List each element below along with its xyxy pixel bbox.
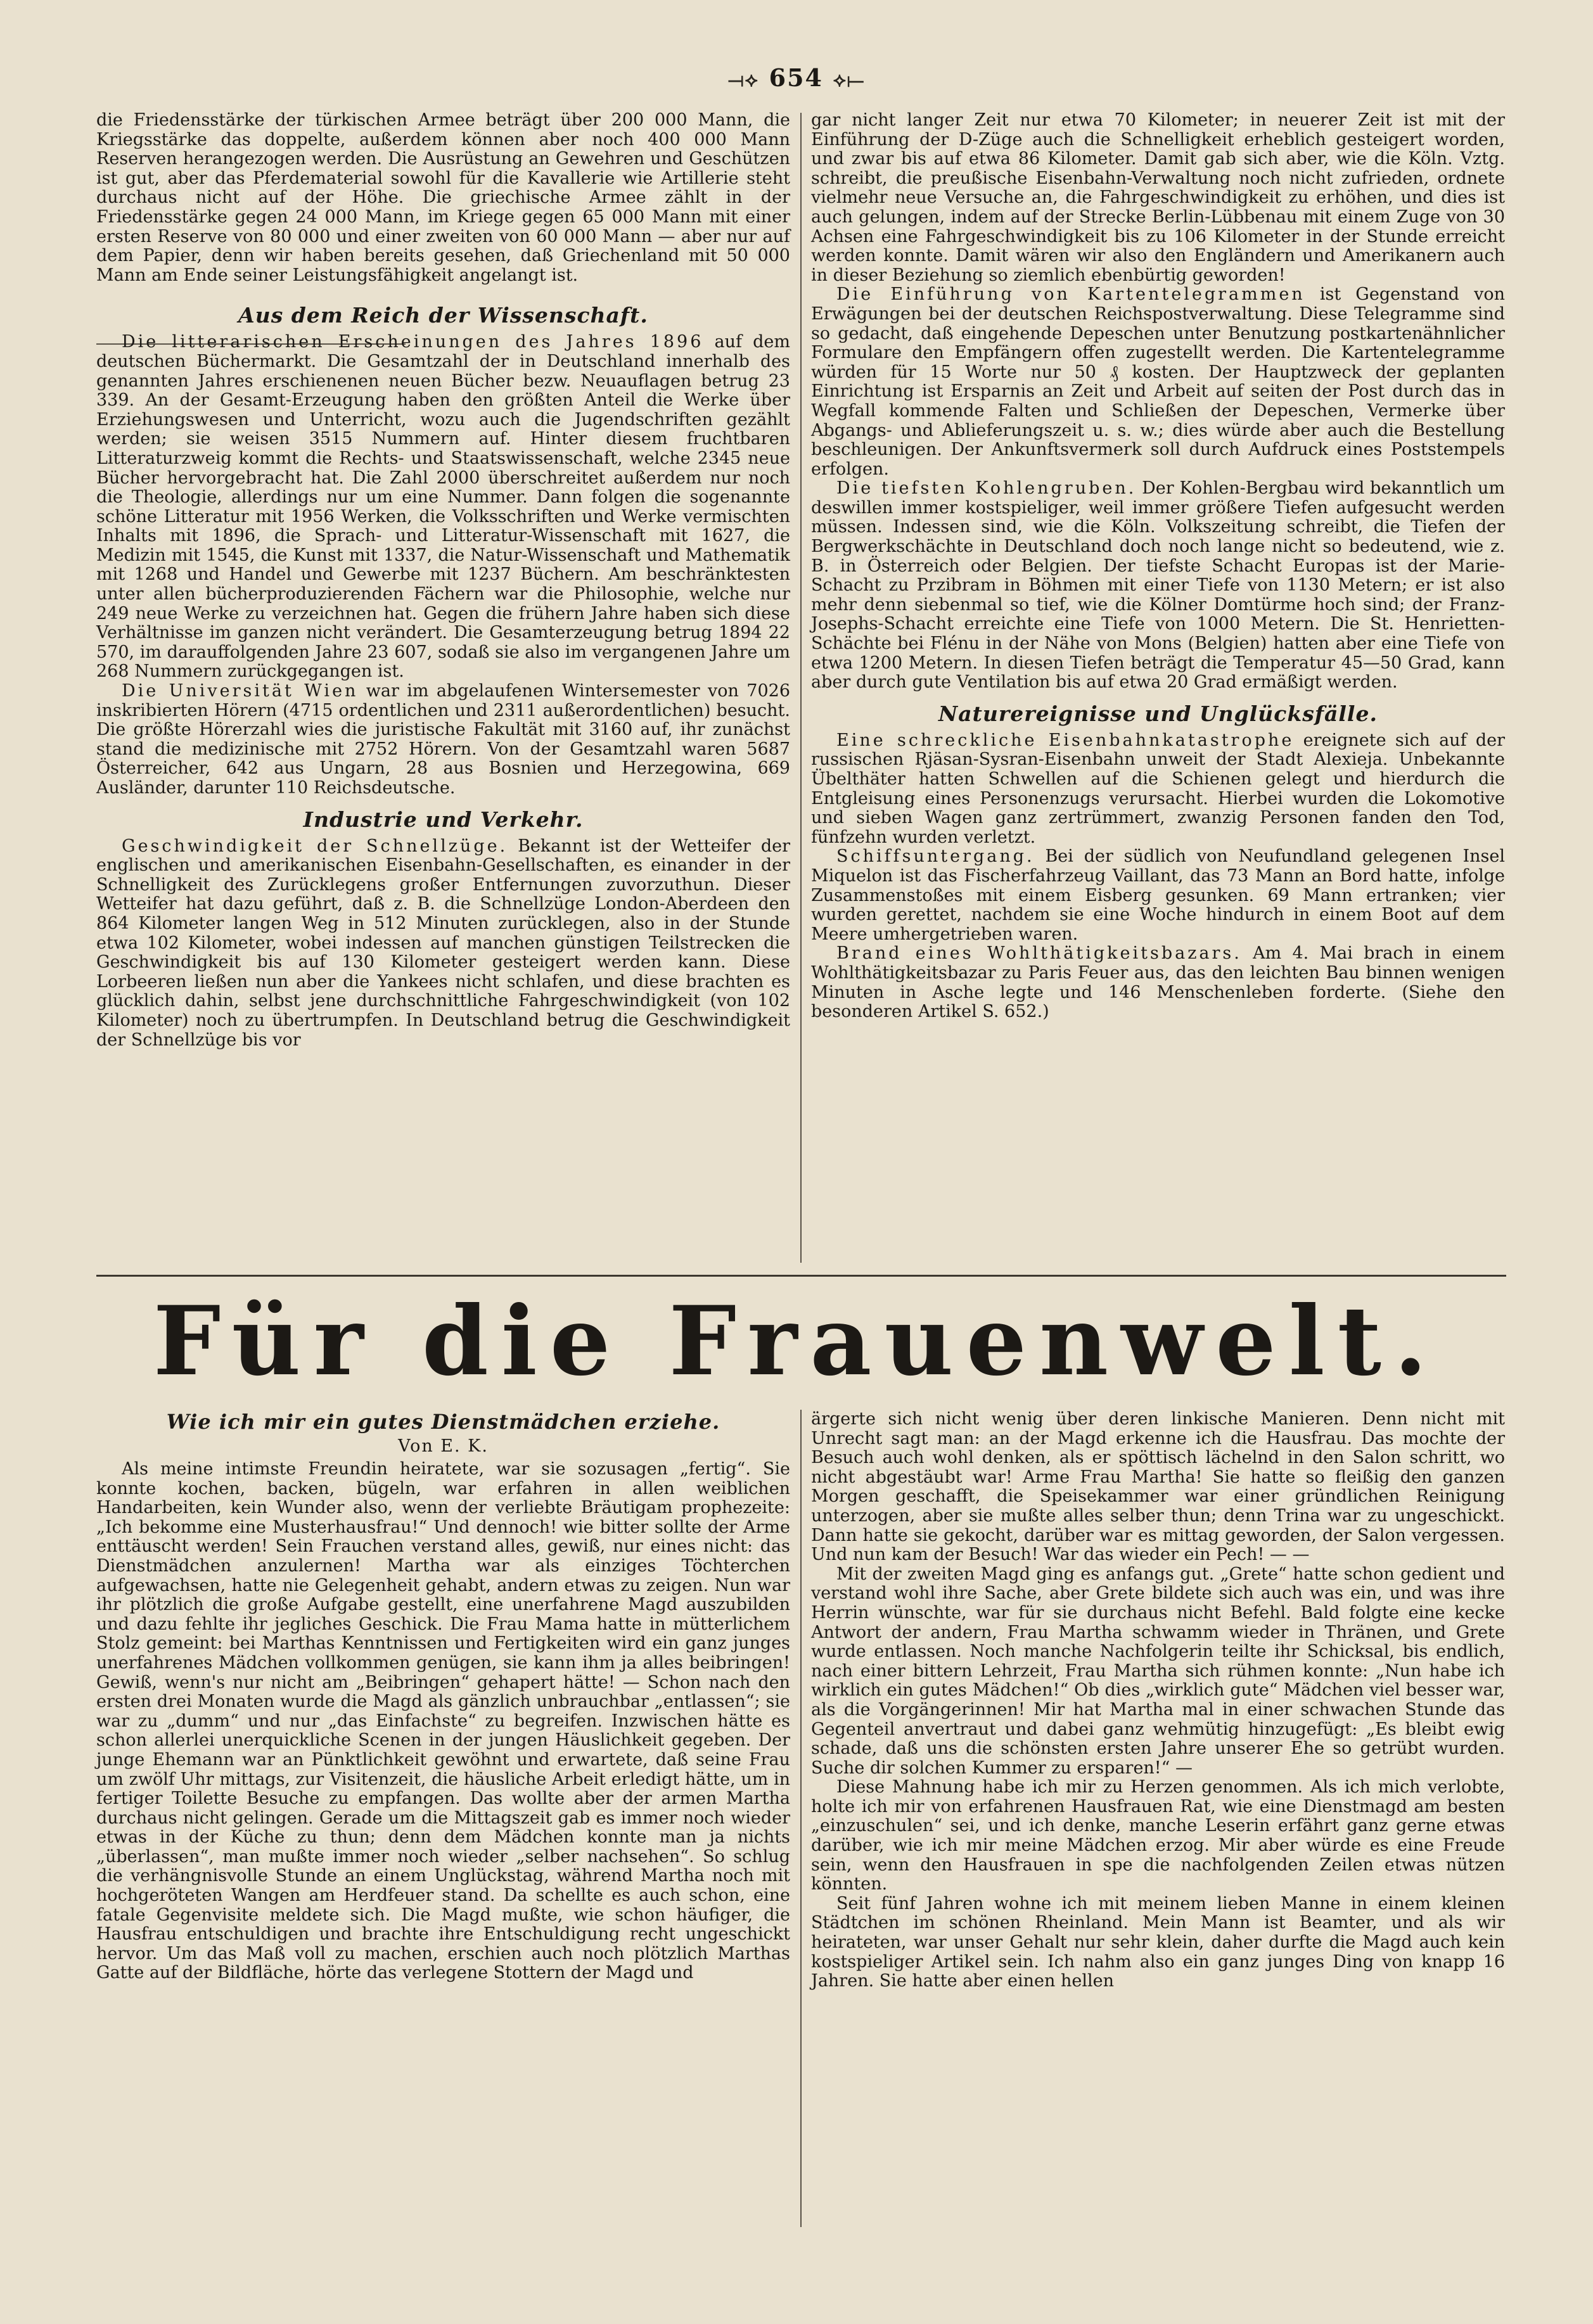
article-paragraph [811, 479, 1505, 693]
article-body: war im abgelaufenen Wintersemester von 7026 inskribierten Hörern (4715 ordentlichen und 2311 außerordentlichen) besucht. Die größte Hörerzahl wies die juristische Fakultät mit 3160 auf, ihr zunächst stand die medizinische mit 2752 Hörern. Von der Gesamtzahl waren 5687 Österreicher, 642 aus Ungarn, 28 aus Bosnien und Herzegowina, 669 Ausländer, darunter 110 Reichsdeutsche. [96, 681, 790, 798]
page-number-text: 654 [769, 63, 823, 92]
article-byline: Von E. K. [398, 1436, 489, 1456]
article-paragraph: Diese Mahnung habe ich mir zu Herzen genommen. Als ich mich verlobte, holte ich mir von erfahrenen Hausfrauen Rat, wie eine Dienstmagd am besten „einzuschulen“ sei, und ich denke, manche Leserin erfährt ganz gerne etwas darüber, wie ich mir meine Mädchen erzog. Mir aber würde es eine Freude sein, wenn den Hausfrauen in spe die nachfolgenden Zeilen etwas nützen könnten. [811, 1777, 1505, 1894]
article-lead: Die tiefsten Kohlengruben. [836, 478, 1137, 499]
column-divider-bottom [800, 1410, 802, 2227]
article-paragraph: Als meine intimste Freundin heiratete, war sie sozusagen „fertig“. Sie konnte kochen, backen, bügeln, war erfahren in allen weiblichen Handarbeiten, kein Wunder also, wenn der verliebte Bräutigam prophezeite: „Ich bekomme eine Musterhausfrau!“ Und dennoch! wie bitter sollte der Arme enttäuscht werden! Sein Frauchen verstand alles, gewiß, nur eines nicht: das Dienstmädchen anzulernen! Martha war als einziges Töchterchen aufgewachsen, hatte nie Gelegenheit gehabt, andern etwas zu zeigen. Nun war ihr plötzlich die große Aufgabe gestellt, eine unerfahrene Magd auszubilden und dazu fehlte ihr jegliches Geschick. Die Frau Mama hatte in mütterlichem Stolz gemeint: bei Marthas Kenntnissen und Fertigkeiten wird ein ganz junges unerfahrenes Mädchen vollkommen genügen, sie kann ihm ja alles beibringen! Gewiß, wenn's nur nicht am „Beibringen“ gehapert hätte! — Schon nach den ersten drei Monaten wurde die Magd als gänzlich unbrauchbar „entlassen“; sie war zu „dumm“ und nur „das Einfachste“ zu begreifen. Inzwischen hätte es schon allerlei unerquickliche Scenen in der jungen Häuslichkeit gegeben. Der junge Ehemann war an Pünktlichkeit gewöhnt und erwartete, daß seine Frau um zwölf Uhr mittags, zur Visitenzeit, die häusliche Arbeit erledigt hätte, um in fertiger Toilette Besuche zu empfangen. Das wollte aber der armen Martha durchaus nicht gelingen. Gerade um die Mittagszeit gab es immer noch wieder etwas in der Küche zu thun; denn dem Mädchen konnte man ja nichts „überlassen“, man mußte immer noch wieder „selber nachsehen“. So schlug die verhängnisvolle Stunde an einem Unglückstag, während Martha noch mit hochgeröteten Wangen am Herdfeuer stand. Da schellte es auch schon, eine fatale Gegenvisite meldete sich. Die Magd mußte, wie schon häufiger, die Hausfrau entschuldigen und brachte ihre Entschuldigung recht ungeschickt hervor. Um das Maß voll zu machen, erschien auch noch plötzlich Marthas Gatte auf der Bildfläche, hörte das verlegene Stottern der Magd und [96, 1459, 790, 1983]
right-column-top [811, 111, 1505, 1261]
article-paragraph: Seit fünf Jahren wohne ich mit meinem lieben Manne in einem kleinen Städtchen im schönen Rheinland. Mein Mann ist Beamter, und als wir heirateten, war unser Gehalt nur sehr klein, daher durfte die Magd auch kein kostspieliger Artikel sein. Ich nahm also ein ganz junges Ding von knapp 16 Jahren. Sie hatte aber einen hellen [811, 1893, 1505, 1991]
article-paragraph: gar nicht langer Zeit nur etwa 70 Kilometer; in neuerer Zeit ist mit der Einführung der D-Züge auch die Schnelligkeit erheblich gesteigert worden, und zwar bis auf etwa 86 Kilometer. Damit gab sich aber, wie die Köln. Vztg. schreibt, die preußische Eisenbahn-Verwaltung noch nicht zufrieden, ordnete vielmehr neue Versuche an, die Fahrgeschwindigkeit zu erhöhen, und dies ist auch gelungen, indem auf der Strecke Berlin-Lübbenau mit einem Zuge von 30 Achsen eine Fahrgeschwindigkeit bis zu 106 Kilometer in der Stunde erreicht werden konnte. Damit wären wir also den Engländern und Amerikanern auch in dieser Beziehung so ziemlich ebenbürtig geworden! [811, 110, 1505, 285]
article-body: ereignete sich auf der russischen Rjäsan-Sysran-Eisenbahn unweit der Stadt Alexieja. Unbekannte Übelthäter hatten Schwellen auf die Schienen gelegt und hierdurch die Entgleisung eines Personenzugs verursacht. Hierbei wurden die Lokomotive und sieben Wagen ganz zertrümmert, zwanzig Personen fanden den Tod, fünfzehn wurden verletzt. [811, 730, 1505, 847]
banner-top-rule [96, 1275, 1506, 1277]
article-paragraph [96, 333, 790, 682]
section-heading-wissenschaft: Aus dem Reich der Wissenschaft. [238, 303, 648, 328]
article-paragraph [96, 682, 790, 798]
article-paragraph [811, 731, 1505, 848]
page-number [0, 63, 1593, 92]
article-body: Am 4. Mai brach in einem Wohlthätigkeitsbazar zu Paris Feuer aus, das den leichten Bau binnen wenigen Minuten in Asche legte und 146 Menschenleben forderte. (Siehe den besonderen Artikel S. 652.) [811, 943, 1505, 1022]
section-heading-industrie: Industrie und Verkehr. [303, 807, 584, 832]
article-lead: Brand eines Wohlthätigkeitsbazars. [836, 943, 1242, 964]
article-paragraph: ärgerte sich nicht wenig über deren linkische Manieren. Denn nicht mit Unrecht sagt man: an der Magd erkenne ich die Hausfrau. Das mochte der Besuch auch wohl denken, als er spöttisch lächelnd in den Salon schritt, wo nicht abgestäubt war! Arme Frau Martha! Sie hatte so fleißig den ganzen Morgen geschafft, die Speisekammer war einer gründlichen Reinigung unterzogen, aber sie mußte alles selber thun; denn Trina war zu ungeschickt. Dann hatte sie gekocht, darüber war es mittag geworden, der Salon vergessen. Und nun kam der Besuch! War das wieder ein Pech! — — [811, 1409, 1505, 1565]
section-banner: Für die Frauenwelt. [153, 1286, 1440, 1397]
article-body: ist Gegenstand von Erwägungen bei der deutschen Reichspostverwaltung. Diese Telegramme sind so gedacht, daß eingehende Depeschen unter Benutzung postkartenähnlicher Formulare den Empfängern offen zugestellt werden. Die Kartentelegramme würden für 15 Worte nur 50 ₰ kosten. Der Hauptzweck der geplanten Einrichtung ist Ersparnis an Zeit und Arbeit auf seiten der Post durch das in Wegfall kommende Falten und Schließen der Depeschen, Vermerke über Abgangs- und Ablieferungszeit u. s. w.; dies würde aber auch die Bestellung beschleunigen. Der Ankunftsvermerk soll durch Aufdruck eines Poststempels erfolgen. [811, 284, 1505, 479]
article-paragraph [811, 847, 1505, 944]
right-column-bottom [811, 1410, 1505, 2227]
article-paragraph: die Friedensstärke der türkischen Armee beträgt über 200 000 Mann, die Kriegsstärke das doppelte, außerdem können aber noch 400 000 Mann Reserven herangezogen werden. Die Ausrüstung an Gewehren und Geschützen ist gut, aber das Pferdematerial sowohl für die Kavallerie wie Artillerie steht durchaus nicht auf der Höhe. Die griechische Armee zählt in der Friedensstärke gegen 24 000 Mann, im Kriege gegen 65 000 Mann mit einer ersten Reserve von 80 000 und einer zweiten von 60 000 Mann — aber nur auf dem Papier, denn wir haben bereits gesehen, daß Griechenland mit 50 000 Mann am Ende seiner Leistungsfähigkeit angelangt ist. [96, 110, 790, 285]
right-ornament-icon: ⟡⟝ [833, 69, 866, 91]
article-body: Bei der südlich von Neufundland gelegenen Insel Miquelon ist das Fischerfahrzeug Vaillant, das 73 Mann an Bord hatte, infolge Zusammenstoßes mit einem Eisberg gesunken. 69 Mann ertranken; vier wurden gerettet, nachdem sie eine Woche hindurch in einem Boot auf dem Meere umhergetrieben waren. [811, 846, 1505, 944]
article-lead: Schiffsuntergang. [836, 846, 1035, 867]
column-divider-top [800, 113, 802, 1263]
article-title: Wie ich mir ein gutes Dienstmädchen erziehe. [166, 1410, 720, 1434]
article-lead: Geschwindigkeit der Schnellzüge. [122, 836, 508, 856]
left-ornament-icon: ⟞⟡ [727, 69, 759, 91]
article-paragraph [811, 285, 1505, 479]
left-column-bottom [96, 1410, 790, 2227]
article-body: auf dem deutschen Büchermarkt. Die Gesamtzahl der in Deutschland innerhalb des genannten Jahres erschienenen neuen Bücher bezw. Neuauflagen betrug 23 339. An der Gesamt-Erzeugung haben den größten Anteil die Werke über Erziehungswesen und Unterricht, wozu auch die Jugendschriften gezählt werden; sie weisen 3515 Nummern auf. Hinter diesem fruchtbaren Litteraturzweig kommt die Rechts- und Staatswissenschaft, welche 2345 neue Bücher hervorgebracht hat. Die Zahl 2000 überschreitet außerdem nur noch die Theologie, allerdings nur um eine Nummer. Dann folgen die sogenannte schöne Litteratur mit 1956 Werken, die Volksschriften und Werke vermischten Inhalts mit 1896, die Sprach- und Litteratur-Wissenschaft mit 1627, die Medizin mit 1545, die Kunst mit 1337, die Natur-Wissenschaft und Mathematik mit 1268 und Handel und Gewerbe mit 1237 Büchern. Am beschränktesten unter allen bücherproduzierenden Fächern war die Philosophie, welche nur 249 neue Werke zu verzeichnen hat. Gegen die frühern Jahre haben sich diese Verhältnisse im ganzen nicht verändert. Die Gesamterzeugung betrug 1894 22 570, im darauffolgenden Jahre 23 607, sodaß sie also im vergangenen Jahre um 268 Nummern zurückgegangen ist. [96, 332, 790, 682]
article-lead: Die Universität Wien [122, 681, 359, 701]
left-column-top [96, 111, 790, 1261]
article-paragraph [811, 944, 1505, 1021]
article-body: Bekannt ist der Wetteifer der englischen und amerikanischen Eisenbahn-Gesellschaften, es einander in der Schnelligkeit des Zurücklegens großer Entfernungen zuvorzuthun. Dieser Wetteifer hat dazu geführt, daß z. B. die Schnellzüge London-Aberdeen den 864 Kilometer langen Weg in 512 Minuten zurücklegen, also in der Stunde etwa 102 Kilometer, wobei indessen auf manchen günstigen Teilstrecken die Geschwindigkeit bis auf 130 Kilometer gesteigert werden kann. Diese Lorbeeren ließen nun aber die Yankees nicht schlafen, und diese brachten es glücklich dahin, selbst jene durchschnittliche Fahrgeschwindigkeit (von 102 Kilometer) noch zu übertrumpfen. In Deutschland betrug die Geschwindigkeit der Schnellzüge bis vor [96, 836, 791, 1050]
article-body: Der Kohlen-Bergbau wird bekanntlich um deswillen immer kostspieliger, weil immer größere Tiefen aufgesucht werden müssen. Indessen sind, wie die Köln. Volkszeitung schreibt, die Tiefen der Bergwerkschächte in Deutschland doch noch lange nicht so bedeutend, wie z. B. in Österreich oder Belgien. Der tiefste Schacht Europas ist der Marie-Schacht zu Przibram in Böhmen mit einer Tiefe von 1130 Metern; er ist also mehr denn siebenmal so tief, wie die Kölner Domtürme hoch sind; der Franz-Josephs-Schacht erreichte eine Tiefe von 1000 Metern. Die St. Henrietten-Schächte bei Flénu in der Nähe von Mons (Belgien) hatten aber eine Tiefe von etwa 1200 Metern. In diesen Tiefen beträgt die Temperatur 45—50 Grad, kann aber durch gute Ventilation bis auf etwa 20 Grad ermäßigt werden. [811, 478, 1505, 693]
article-paragraph: Mit der zweiten Magd ging es anfangs gut. „Grete“ hatte schon gedient und verstand wohl ihre Sache, aber Grete bildete sich auch was ein, und was ihre Herrin wünschte, war für sie durchaus nicht Befehl. Bald folgte eine kecke Antwort der andern, Frau Martha schwamm wieder in Thränen, und Grete wurde entlassen. Noch manche Nachfolgerin teilte ihr Schicksal, bis endlich, nach einer bittern Lehrzeit, Frau Martha sich rühmen konnte: „Nun habe ich wirklich ein gutes Mädchen!“ Ob dies „wirklich gute“ Mädchen viel besser war, als die Vorgängerinnen! Mir hat Martha mal in einer schwachen Stunde das Gegenteil anvertraut und dabei ganz wehmütig hinzugefügt: „Es bleibt ewig schade, daß uns die schönsten ersten Jahre unserer Ehe so getrübt wurden. Suche dir solchen Kummer zu ersparen!“ — [811, 1564, 1505, 1778]
article-lead: Die litterarischen Erscheinungen des Jahres 1896 [122, 332, 704, 352]
article-lead: Eine schreckliche Eisenbahnkatastrophe [836, 730, 1295, 750]
article-lead: Die Einführung von Kartentelegrammen [836, 284, 1305, 305]
article-paragraph [96, 837, 790, 1050]
section-heading-natur: Naturereignisse und Unglücksfälle. [938, 701, 1378, 726]
